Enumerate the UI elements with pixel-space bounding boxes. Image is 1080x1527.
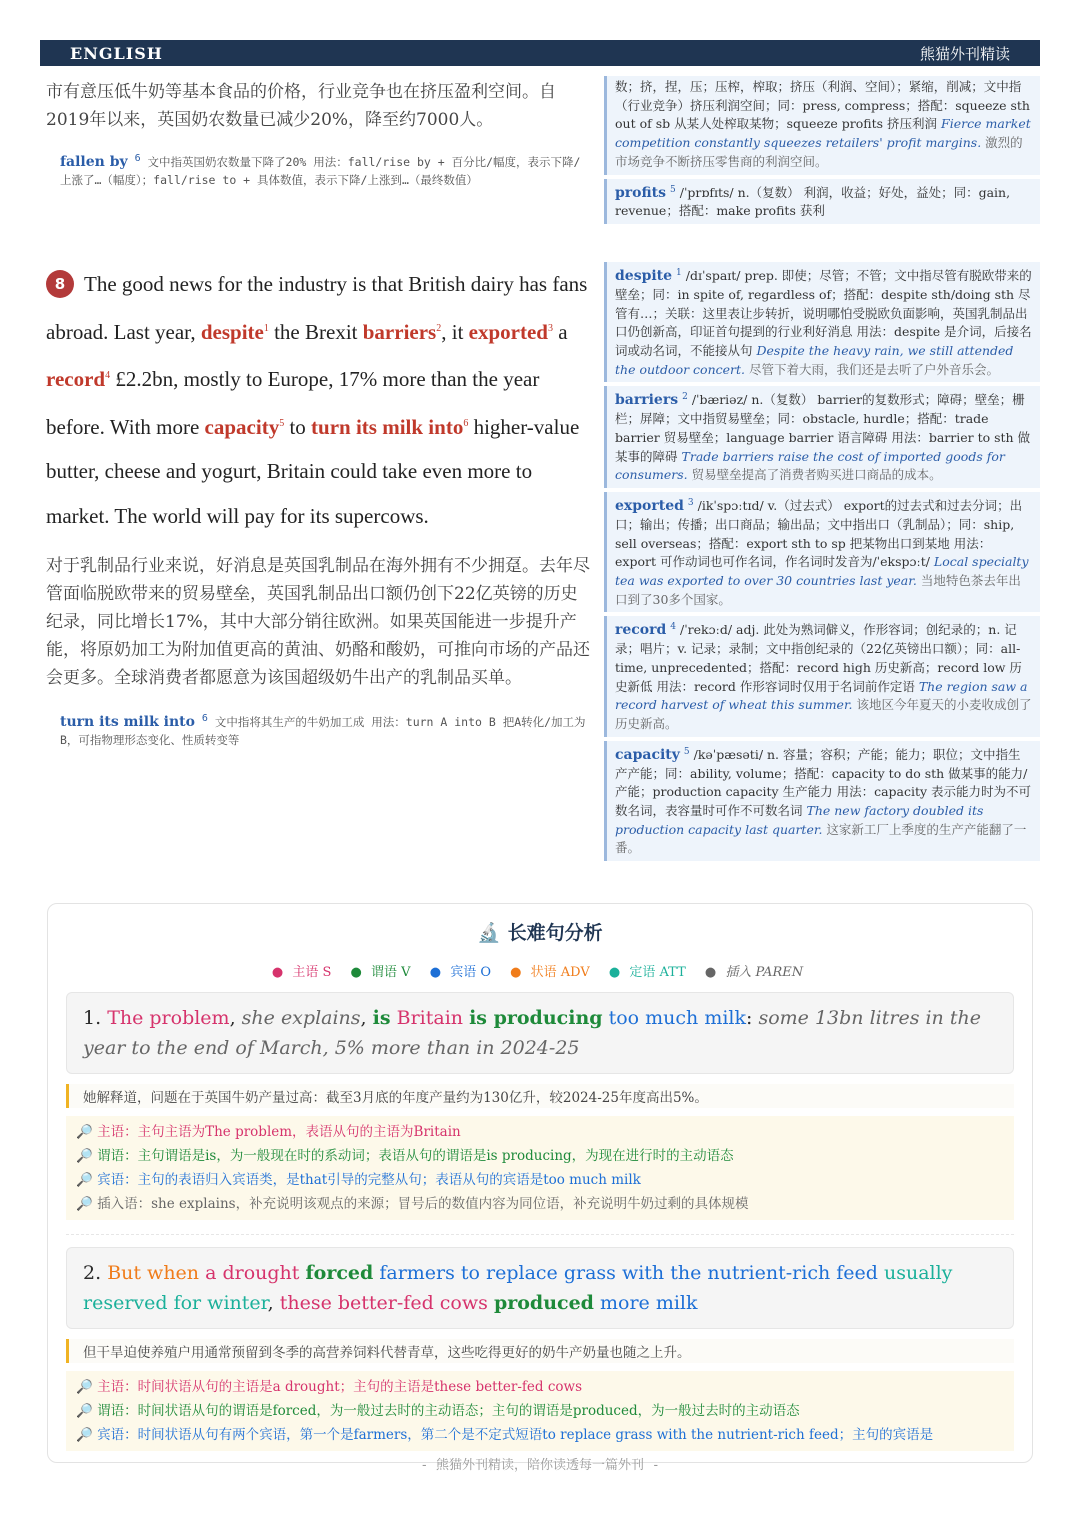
- translation-2: 但干旱迫使养殖户用通常预留到冬季的高营养饲料代替青草，这些吃得更好的奶牛产奶量也随之上升。: [66, 1339, 1014, 1363]
- translation-1: 她解释道，问题在于英国牛奶产量过高：截至3月底的年度产量约为130亿升，较2024-25年度高出5%。: [66, 1084, 1014, 1108]
- note-text: 文中指英国奶农数量下降了20% 用法：fall/rise by + 百分比/幅度，表示下降/上涨了…（幅度）；fall/rise to + 具体数值，表示下降/上涨到…（最终数值）: [60, 154, 581, 187]
- header-brand: 熊猫外刊精读: [919, 44, 1010, 63]
- sentence-analysis-card: [47, 903, 1033, 1463]
- vocab-profits: profits $^5$ /ˈprɒfɪts/ n.（复数） 利润，收益；好处，益处；同：gain, revenue；搭配：make profits 获利: [604, 179, 1040, 225]
- legend: ● 主语 S ● 谓语 V ● 宾语 O ● 状语 ADV ● 定语 ATT ● 插入 PAREN: [271, 965, 804, 980]
- english-paragraph: 8 The good news for the industry is that British dairy has fans abroad. Last year, despite$^1$ the Brexit barriers$^2$, it exported$^3$ a record$^4$ £2.2bn, mostly to Europe, 17% more than the year before. With more capacity$^5$ to turn its milk into$^6$ higher-value butter, cheese and yogurt, Britain could take even more to market. The world will pay for its supercows.: [46, 272, 588, 528]
- header-english-label: ENGLISH: [70, 43, 163, 63]
- vocab-highlight[interactable]: record: [46, 367, 106, 391]
- vocab-entry: record $^4$ /ˈrekɔːd/ adj. 此处为熟词僻义，作形容词；创纪录的；n. 记录；唱片；v. 记录；录制；文中指创纪录的（22亿英镑出口额）；同：all-time, unprecedented；搭配：record high 历史新高；record low 历史新低 用法：record 作形容词时仅用于名词前作定语 The region saw a record harvest of wheat this summer. 该地区今年夏天的小麦收成创了历史新高。: [604, 616, 1040, 736]
- vocab-highlight[interactable]: exported: [468, 319, 548, 344]
- roles-2: 🔎 主语：时间状语从句的主语是a drought；主句的主语是these better-fed cows 🔎 谓语：时间状语从句的谓语是forced，为一般过去时的主动语态；主句的谓语是produced，为一般过去时的主动语态 🔎 宾语：时间状语从句有两个宾语，第一个是farmers，第二个是不定式短语to replace grass with the nutrient-rich feed；主句的宾语是: [66, 1371, 1014, 1451]
- vocab-entry: despite $^1$ /dɪˈspaɪt/ prep. 即使；尽管；不管；文中指尽管有脱欧带来的壁垒；同：in spite of, regardless of；搭配：despite sth/doing sth 尽管有…；关联：这里表让步转折，说明哪怕受脱欧负面影响，英国乳制品出口仍创新高，印证首句提到的行业利好消息 用法：despite 是介词，后接名词或动名词，不能接从句 Despite the heavy rain, we still attended the outdoor concert. 尽管下着大雨，我们还是去听了户外音乐会。: [604, 262, 1040, 382]
- vocab-highlight[interactable]: despite: [200, 319, 264, 344]
- vocab-highlight[interactable]: turn its milk into: [311, 414, 464, 439]
- paragraph-8: [46, 262, 591, 749]
- vocab-entry: barriers $^2$ /ˈbæriəz/ n.（复数） barrier的复数形式；障碍；壁垒；栅栏；屏障；文中指贸易壁垒；同：obstacle, hurdle；搭配：trade barrier 贸易壁垒；language barrier 语言障碍 用法：barrier to sth 做某事的障碍 Trade barriers raise the cost of imported goods for consumers. 贸易壁垒提高了消费者购买进口商品的成本。: [604, 386, 1040, 488]
- microscope-icon: 🔬: [477, 922, 502, 944]
- divider: [66, 1234, 1014, 1235]
- vocab-squeeze: 数；挤，捏，压；压榨，榨取；挤压（利润、空间）；紧缩，削减；文中指（行业竞争）挤压利润空间；同：press, compress；搭配：squeeze sth out of sb 从某人处榨取某物；squeeze profits 挤压利润 Fierce market competition constantly squeezes retailers' profit margins. 激烈的市场竞争不断挤压零售商的利润空间。: [604, 76, 1040, 175]
- sentence-1: 1. The problem, she explains, is Britain is producing too much milk: some 13bn litres in the year to the end of March, 5% more than in 2024-25: [66, 992, 1014, 1074]
- vocab-entry: exported $^3$ /ikˈspɔːtɪd/ v.（过去式） export的过去式和过去分词；出口；输出；传播；出口商品；输出品；文中指出口（乳制品）；同：ship, sell overseas；搭配：export sth to sp 把某物出口到某地 用法：export 可作动词也可作名词，作名词时发音为/ˈekspɔːt/ Local specialty tea was exported to over 30 countries last year. 当地特色茶去年出口到了30多个国家。: [604, 492, 1040, 612]
- page-header: [40, 40, 1040, 66]
- vocab-highlight[interactable]: barriers: [362, 319, 437, 344]
- page-footer: - 熊猫外刊精读，陪你读透每一篇外刊 -: [420, 1458, 660, 1473]
- vocab-entry: capacity $^5$ /kəˈpæsəti/ n. 容量；容积；产能；能力；职位；文中指生产产能；同：ability, volume；搭配：capacity to do sth 做某事的能力/产能；production capacity 生产能力 用法：capacity 表示能力时为不可数名词，表容量时可作不可数名词 The new factory doubled its production capacity last quarter. 这家新工厂上季度的生产产能翻了一番。: [604, 741, 1040, 861]
- note-fallen-by: fallen by $^6$ 文中指英国奶农数量下降了20% 用法：fall/rise by + 百分比/幅度，表示下降/上涨了…（幅度）；fall/rise to + 具体数值，表示下降/上涨到…（最终数值）: [60, 153, 581, 187]
- roles-1: 🔎 主语：主句主语为The problem，表语从句的主语为Britain 🔎 谓语：主句谓语是is，为一般现在时的系动词；表语从句的谓语是is producing，为现在进行时的主动语态 🔎 宾语：主句的表语归入宾语类，是that引导的完整从句；表语从句的宾语是too much milk 🔎 插入语：she explains，补充说明该观点的来源；冒号后的数值内容为同位语，补充说明牛奶过剩的具体规模: [66, 1116, 1014, 1220]
- vocab-highlight[interactable]: capacity: [204, 414, 280, 439]
- paragraph-number-badge: 8: [46, 270, 74, 298]
- top-right-column: [604, 76, 1040, 228]
- chinese-translation-8: 对于乳制品行业来说，好消息是英国乳制品在海外拥有不少拥趸。去年尽管面临脱欧带来的贸易壁垒，英国乳制品出口额仍创下22亿英镑的历史纪录，同比增长17%，其中大部分销往欧洲。如果英国能进一步提升产能，将原奶加工为附加值更高的黄油、奶酪和酸奶，可推向市场的产品还会更多。全球消费者都愿意为该国超级奶牛出产的乳制品买单。: [46, 556, 590, 688]
- top-left-column: [46, 78, 591, 189]
- top-chinese-paragraph: 市有意压低牛奶等基本食品的价格，行业竞争也在挤压盈利空间。自2019年以来，英国奶农数量已减少20%，降至约7000人。: [46, 82, 556, 130]
- note-term: fallen by: [60, 153, 128, 170]
- analysis-title: 🔬 长难句分析: [477, 922, 603, 944]
- sentence-2: 2. But when a drought forced farmers to replace grass with the nutrient-rich feed usually reserved for winter, these better-fed cows produced more milk: [66, 1247, 1014, 1329]
- note-turn-into: turn its milk into $^6$ 文中指将其生产的牛奶加工成 用法：turn A into B 把A转化/加工为B，可指物理形态变化、性质转变等: [60, 713, 586, 747]
- vocab-column: [604, 262, 1040, 865]
